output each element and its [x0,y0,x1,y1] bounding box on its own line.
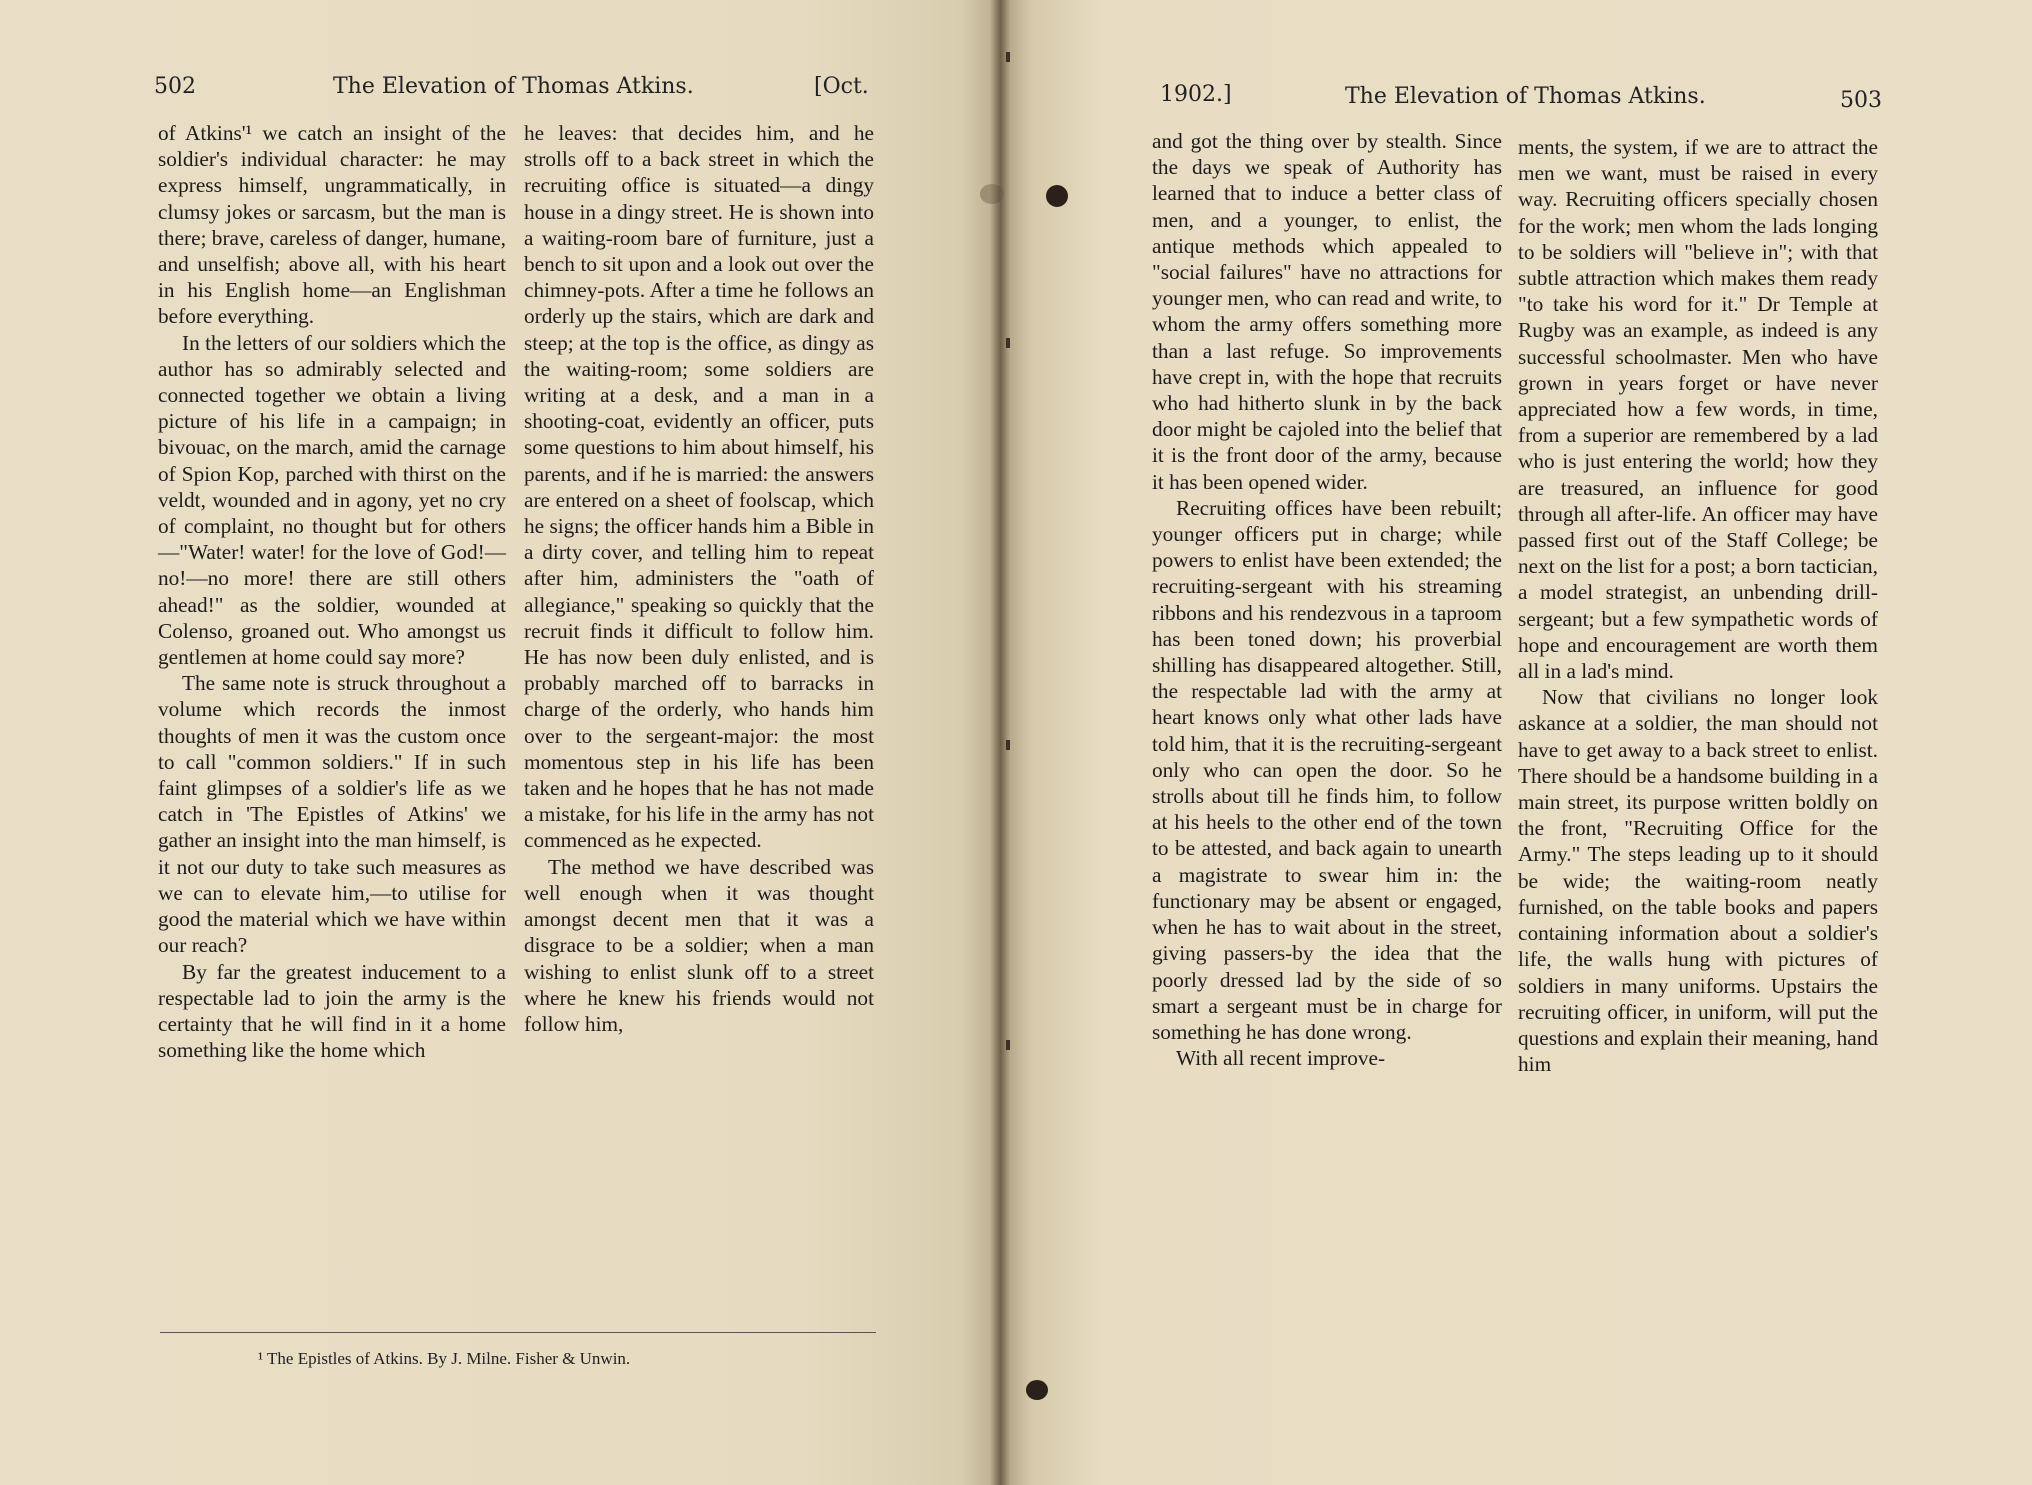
right-column-1 [1152,128,1502,1071]
binding-hole [1026,1380,1048,1400]
footnote-rule [160,1332,876,1333]
footnote: ¹ The Epistles of Atkins. By J. Milne. Fisher & Unwin. [258,1349,631,1368]
left-date-mark: [Oct. [814,74,869,99]
paragraph: Now that civilians no longer look askance at a soldier, the man should not have to get away to a back street to enlist. There should be a handsome building in a main street, its purpose written boldly on the front, "Recruiting Office for the Army." The steps leading up to it should be wide; the waiting-room neatly furnished, on the table books and papers containing information about a soldier's life, the walls hung with pictures of soldiers in many uniforms. Upstairs the recruiting officer, in uniform, will put the questions and explain their meaning, hand him [1518,685,1878,1077]
right-running-title: The Elevation of Thomas Atkins. [1345,84,1706,109]
left-column-1 [158,120,506,1063]
paragraph: By far the greatest inducement to a respectable lad to join the army is the certainty that he will find in it a home something like the home which [158,959,506,1063]
left-running-title: The Elevation of Thomas Atkins. [333,74,694,99]
binding-hole [1046,185,1068,207]
paragraph: Recruiting offices have been rebuilt; younger officers put in charge; while powers to enlist have been extended; the recruiting-sergeant with his streaming ribbons and his rendezvous in a taproom has been toned down; his proverbial shilling has disappeared altogether. Still, the respectable lad with the army at heart knows only what other lads have told him, that it is the recruiting-sergeant only who can open the door. So he strolls about till he finds him, to follow at his heels to the other end of the town to be attested, and back again to unearth a magistrate to swear him in: the functionary may be absent or engaged, when he has to wait about in the street, giving passers-by the idea that the poorly dressed lad by the side of so smart a sergeant must be in charge for something he has done wrong. [1152,495,1502,1044]
paragraph: and got the thing over by stealth. Since the days we speak of Authority has learned that to induce a better class of men, and a younger, to enlist, the antique methods which appealed to "social failures" have no attractions for younger men, who can read and write, to whom the army offers something more than a last refuge. So improvements have crept in, with the hope that recruits who had hitherto slunk in by the back door might be cajoled into the belief that it is the front door of the army, because it has been opened wider. [1152,129,1502,494]
left-column-2 [524,120,874,1037]
paragraph: The method we have described was well enough when it was thought amongst decent men that it was a disgrace to be a soldier; when a man wishing to enlist slunk off to a street where he knew his friends would not follow him, [524,854,874,1036]
right-page-number: 503 [1840,88,1882,113]
right-page [1000,0,2032,1485]
paragraph: In the letters of our soldiers which the author has so admirably selected and connected together we obtain a living picture of his life in a campaign; in bivouac, on the march, amid the carnage of Spion Kop, parched with thirst on the veldt, wounded and in agony, yet no cry of complaint, no thought but for others—"Water! water! for the love of God!—no!—no more! there are still others ahead!" as the soldier, wounded at Colenso, groaned out. Who amongst us gentlemen at home could say more? [158,330,506,670]
paragraph: of Atkins'¹ we catch an insight of the soldier's individual character: he may express himself, ungrammatically, in clumsy jokes or sarcasm, but the man is there; brave, careless of danger, humane, and unselfish; above all, with his heart in his English home—an Englishman before everything. [158,121,507,329]
book-gutter [990,0,1010,1485]
right-column-2 [1518,134,1878,1077]
paragraph: he leaves: that decides him, and he strolls off to a back street in which the recruiting office is situated—a dingy house in a dingy street. He is shown into a waiting-room bare of furniture, just a bench to sit upon and a look out over the chimney-pots. After a time he follows an orderly up the stairs, which are dark and steep; at the top is the office, as dingy as the waiting-room; some soldiers are writing at a desk, and a man in a shooting-coat, evidently an officer, puts some questions to him about himself, his parents, and if he is married: the answers are entered on a sheet of foolscap, which he signs; the officer hands him a Bible in a dirty cover, and telling him to repeat after him, administers the "oath of allegiance," speaking so quickly that the recruit finds it difficult to follow him. He has now been duly enlisted, and is probably marched off to barracks in charge of the orderly, who hands him over to the sergeant-major: the most momentous step in his life has been taken and he hopes that he has not made a mistake, for his life in the army has not commenced as he expected. [524,121,874,853]
paragraph: The same note is struck throughout a volume which records the inmost thoughts of men it was the custom once to call "common soldiers." If in such faint glimpses of a soldier's life as we catch in 'The Epistles of Atkins' we gather an insight into the man himself, is it not our duty to take such measures as we can to elevate him,—to utilise for good the material which we have within our reach? [158,671,506,958]
paragraph: With all recent improve- [1176,1046,1386,1071]
left-page [0,0,1000,1485]
paragraph: ments, the system, if we are to attract the men we want, must be raised in every way. Recruiting officers specially chosen for the work; men whom the lads longing to be soldiers will "believe in"; with that subtle attraction which makes them ready "to take his word for it." Dr Temple at Rugby was an example, as indeed is any successful schoolmaster. Men who have grown in years forget or have never appreciated how a few words, in time, from a superior are remembered by a lad who is just entering the world; how they are treasured, an influence for good through all after-life. An officer may have passed first out of the Staff College; be next on the list for a post; a born tactician, a model strategist, an unbending drill-sergeant; but a few sympathetic words of hope and encouragement are worth them all in a lad's mind. [1518,135,1878,684]
left-page-number: 502 [154,74,196,99]
right-date-mark: 1902.] [1160,82,1232,107]
